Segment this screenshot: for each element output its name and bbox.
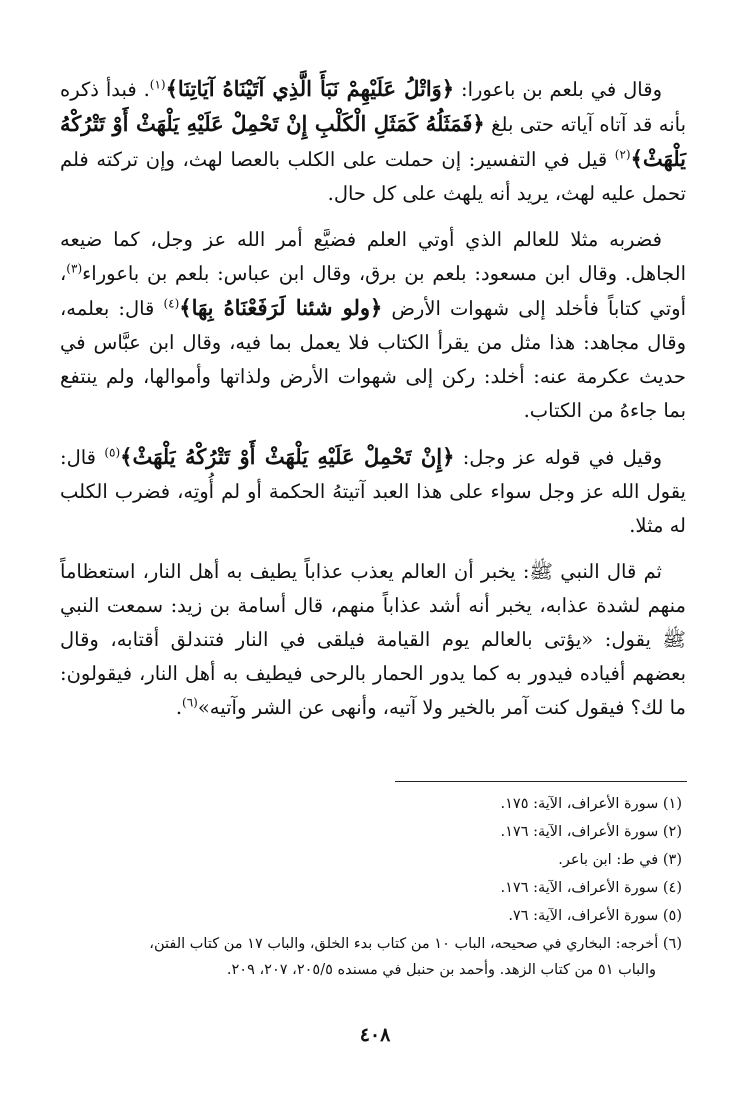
text-segment: وقال في بلعم بن باعورا:: [454, 78, 662, 101]
footnote-2: (٢) سورة الأعراف، الآية: ١٧٦.: [500, 824, 682, 840]
quran-quote: ﴿فَمَثَلُهُ كَمَثَلِ الْكَلْبِ إِنْ تَحْمِلْ عَلَيْهِ يَلْهَثْ أَوْ تَتْرُكْهُ يَلْهَثْ﴾: [60, 111, 686, 171]
text-segment: قال: يقول الله عز وجل سواء على هذا العبد آتيتهُ الحكمة أو لم أُوتِه، فضرب الكلب له مثلا.: [60, 446, 686, 537]
paragraph-1: [60, 72, 686, 211]
text-segment: . فبدأ ذكره بأنه قد آتاه آياته حتى بلغ: [60, 78, 686, 136]
footnote-ref: (٦): [182, 695, 198, 710]
footnote-ref: (٣): [66, 261, 83, 276]
paragraph-3: [60, 440, 686, 543]
footnote-1: (١) سورة الأعراف، الآية: ١٧٥.: [500, 796, 682, 812]
footnote-ref: (٤): [163, 296, 180, 311]
footnote-6-continued: والباب ٥١ من كتاب الزهد. وأحمد بن حنبل في مسنده ٢٠٥/٥، ٢٠٧، ٢٠٩.: [226, 962, 656, 978]
quran-quote: ﴿إِنْ تَحْمِلْ عَلَيْهِ يَلْهَثْ أَوْ تَتْرُكْهُ يَلْهَثْ﴾: [120, 444, 455, 469]
main-text: [60, 72, 686, 737]
quran-quote: ﴿ولو شئنا لَرَفَعْنَاهُ بِهَا﴾: [179, 295, 383, 320]
footnote-divider: [395, 781, 687, 782]
footnote-3: (٣) في ط: ابن باعر.: [558, 852, 682, 868]
quran-quote: ﴿وَاتْلُ عَلَيْهِمْ نَبَأَ الَّذِي آتَيْنَاهُ آيَاتِنَا﴾: [165, 76, 455, 101]
footnote-4: (٤) سورة الأعراف، الآية: ١٧٦.: [500, 880, 682, 896]
text-segment: .: [175, 696, 183, 719]
footnote-6: (٦) أخرجه: البخاري في صحيحه، الباب ١٠ من كتاب بدء الخلق، والباب ١٧ من كتاب الفتن،: [149, 936, 682, 952]
page-number: ٤٠٨: [359, 1024, 391, 1046]
text-segment: قيل في التفسير: إن حملت على الكلب بالعصا لهث، وإن تركته فلم تحمل عليه لهث، يريد أنه يلهث على كل حال.: [60, 148, 686, 205]
text-segment: قال: بعلمه، وقال مجاهد: هذا مثل من يقرأ الكتاب فلا يعمل بما فيه، وقال ابن عبَّاس في حديث عكرمة عنه: أخلد: ركن إلى شهوات الأرض ولذاتها وأموالها، ولم ينتفع بما جاءهُ من الكتاب.: [60, 297, 686, 422]
footnotes: [60, 790, 686, 984]
footnote-5: (٥) سورة الأعراف، الآية: ٧٦.: [508, 908, 682, 924]
footnote-ref: (٥): [104, 445, 121, 460]
text-segment: ، أوتي كتاباً فأخلد إلى شهوات الأرض: [60, 262, 686, 320]
paragraph-2: [60, 223, 686, 428]
text-segment: ثم قال النبي ﷺ: يخبر أن العالم يعذب عذاباً يطيف به أهل النار، استعظاماً منهم لشدة عذابه، يخبر أنه أشد عذاباً منهم، قال أسامة بن زيد: سمعت النبي ﷺ يقول: «يؤتى بالعالم يوم القيامة فيلقى في النار فتندلق أقتابه، وقال بعضهم أفياده فيدور به كما يدور الحمار بالرحى فيطيف به أهل النار، فيقولون: ما لك؟ فيقول كنت آمر بالخير ولا آتيه، وأنهى عن الشر وآتيه»: [60, 560, 686, 719]
paragraph-4: [60, 555, 686, 725]
footnote-ref: (١): [149, 77, 166, 92]
text-segment: فضربه مثلا للعالم الذي أوتي العلم فضيَّع أمر الله عز وجل، كما ضيعه الجاهل. وقال ابن مسعود: بلعم بن برق، وقال ابن عباس: بلعم بن باعوراء: [60, 228, 686, 285]
footnote-ref: (٢): [614, 147, 631, 162]
text-segment: وقيل في قوله عز وجل:: [454, 446, 663, 469]
